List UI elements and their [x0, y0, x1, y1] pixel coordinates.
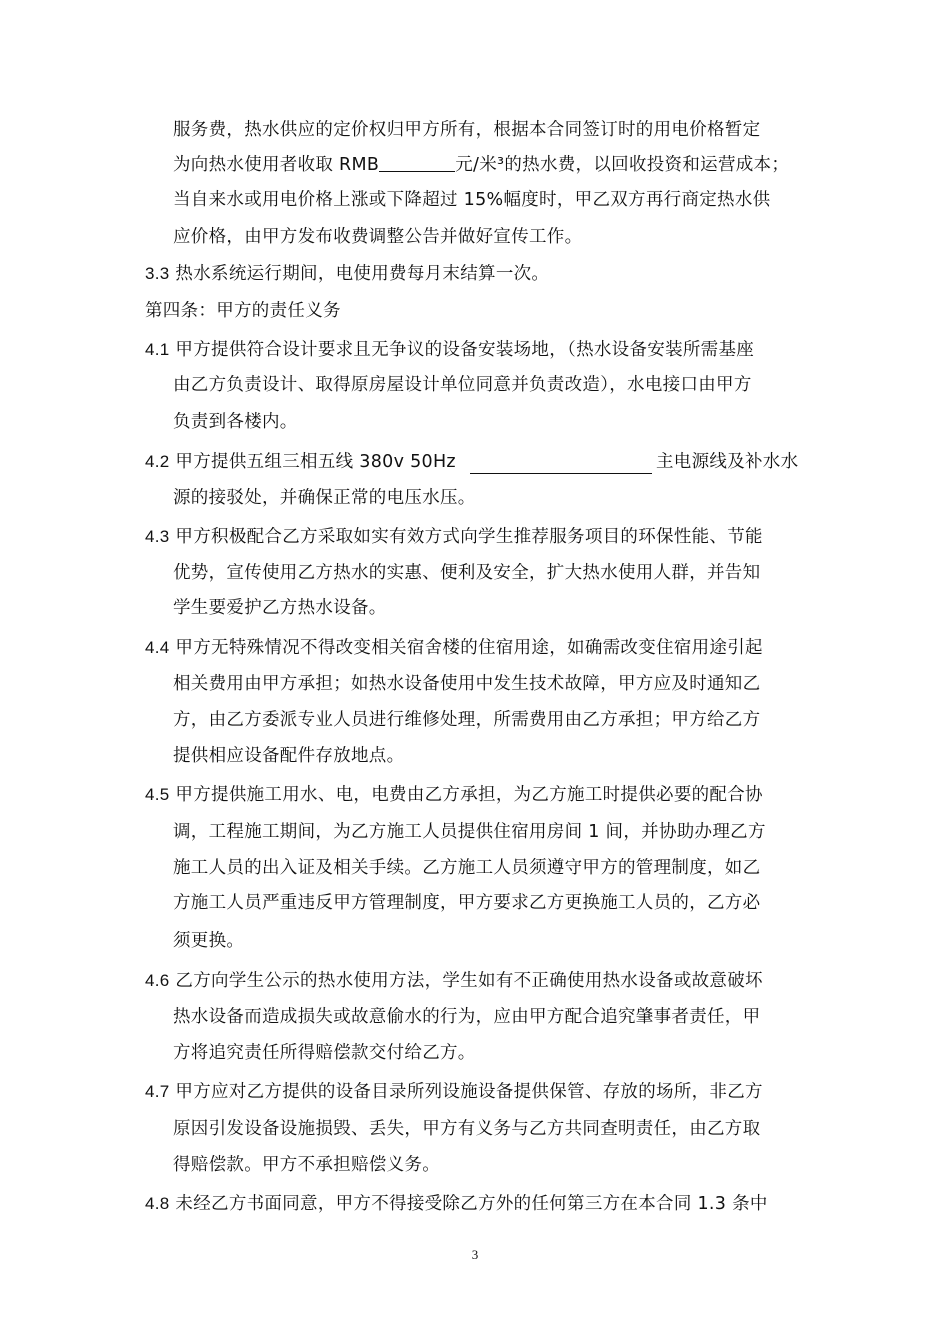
text-line: 相关费用由甲方承担；如热水设备使用中发生技术故障，甲方应及时通知乙 [173, 674, 761, 694]
text-segment: 为向热水使用者收取 RMB [173, 155, 380, 175]
clause-text: 甲方提供符合设计要求且无争议的设备安装场地，（热水设备安装所需基座 [175, 340, 755, 360]
text-line: 施工人员的出入证及相关手续。乙方施工人员须遵守甲方的管理制度，如乙 [173, 858, 761, 878]
fill-in-blank [470, 455, 652, 474]
clause-number: 4.6 [145, 971, 170, 990]
clause-text: 乙方向学生公示的热水使用方法，学生如有不正确使用热水设备或故意破坏 [175, 971, 763, 991]
clause-number: 4.7 [145, 1082, 170, 1101]
clause-4-1 [145, 338, 754, 362]
text-line: 主电源线及补水水 [656, 452, 799, 472]
text-line: 优势，宣传使用乙方热水的实惠、便利及安全，扩大热水使用人群，并告知 [173, 563, 761, 583]
text-line: 方施工人员严重违反甲方管理制度，甲方要求乙方更换施工人员的，乙方必 [173, 893, 761, 913]
text-line: 应价格，由甲方发布收费调整公告并做好宣传工作。 [173, 227, 583, 247]
clause-4-8 [145, 1192, 768, 1216]
clause-3-3 [145, 262, 549, 286]
text-line: 得赔偿款。甲方不承担赔偿义务。 [173, 1155, 440, 1175]
clause-text: 未经乙方书面同意，甲方不得接受除乙方外的任何第三方在本合同 1.3 条中 [175, 1194, 768, 1214]
clause-text: 甲方提供施工用水、电，电费由乙方承担，为乙方施工时提供必要的配合协 [175, 785, 763, 805]
text-line: 当自来水或用电价格上涨或下降超过 15%幅度时，甲乙双方再行商定热水供 [173, 190, 771, 210]
clause-number: 4.5 [145, 785, 170, 804]
text-line: 提供相应设备配件存放地点。 [173, 746, 405, 766]
clause-text: 热水系统运行期间，电使用费每月末结算一次。 [175, 264, 550, 284]
text-line [173, 153, 789, 177]
clause-number: 4.1 [145, 340, 170, 359]
clause-4-7 [145, 1080, 763, 1104]
clause-4-2 [145, 450, 456, 474]
text-segment: 元/米³的热水费，以回收投资和运营成本； [455, 155, 790, 175]
text-line: 源的接驳处，并确保正常的电压水压。 [173, 488, 476, 508]
clause-text: 甲方无特殊情况不得改变相关宿舍楼的住宿用途，如确需改变住宿用途引起 [175, 638, 763, 658]
clause-number: 4.8 [145, 1194, 170, 1213]
clause-4-3 [145, 525, 763, 549]
article-heading: 第四条：甲方的责任义务 [145, 301, 341, 321]
text-line: 调，工程施工期间，为乙方施工人员提供住宿用房间 1 间，并协助办理乙方 [173, 822, 766, 842]
clause-text: 甲方应对乙方提供的设备目录所列设施设备提供保管、存放的场所，非乙方 [175, 1082, 763, 1102]
text-line: 学生要爱护乙方热水设备。 [173, 598, 387, 618]
text-line: 热水设备而造成损失或故意偷水的行为，应由甲方配合追究肇事者责任，甲 [173, 1007, 761, 1027]
clause-number: 4.2 [145, 452, 170, 471]
text-line: 方，由乙方委派专业人员进行维修处理，所需费用由乙方承担；甲方给乙方 [173, 710, 761, 730]
clause-text: 甲方积极配合乙方采取如实有效方式向学生推荐服务项目的环保性能、节能 [175, 527, 763, 547]
text-line: 服务费，热水供应的定价权归甲方所有，根据本合同签订时的用电价格暂定 [173, 120, 761, 140]
clause-4-5 [145, 783, 763, 807]
text-line: 由乙方负责设计、取得原房屋设计单位同意并负责改造），水电接口由甲方 [173, 375, 752, 395]
text-line: 方将追究责任所得赔偿款交付给乙方。 [173, 1043, 476, 1063]
text-line: 须更换。 [173, 931, 245, 951]
clause-number: 4.3 [145, 527, 170, 546]
fill-in-blank [379, 153, 455, 172]
clause-number: 3.3 [145, 264, 170, 283]
text-line: 负责到各楼内。 [173, 412, 298, 432]
clause-number: 4.4 [145, 638, 170, 657]
clause-4-6 [145, 969, 763, 993]
text-line: 原因引发设备设施损毁、丢失，甲方有义务与乙方共同查明责任，由乙方取 [173, 1119, 761, 1139]
page-number: 3 [471, 1247, 479, 1262]
clause-text: 甲方提供五组三相五线 380v 50Hz [175, 452, 456, 472]
clause-4-4 [145, 636, 763, 660]
